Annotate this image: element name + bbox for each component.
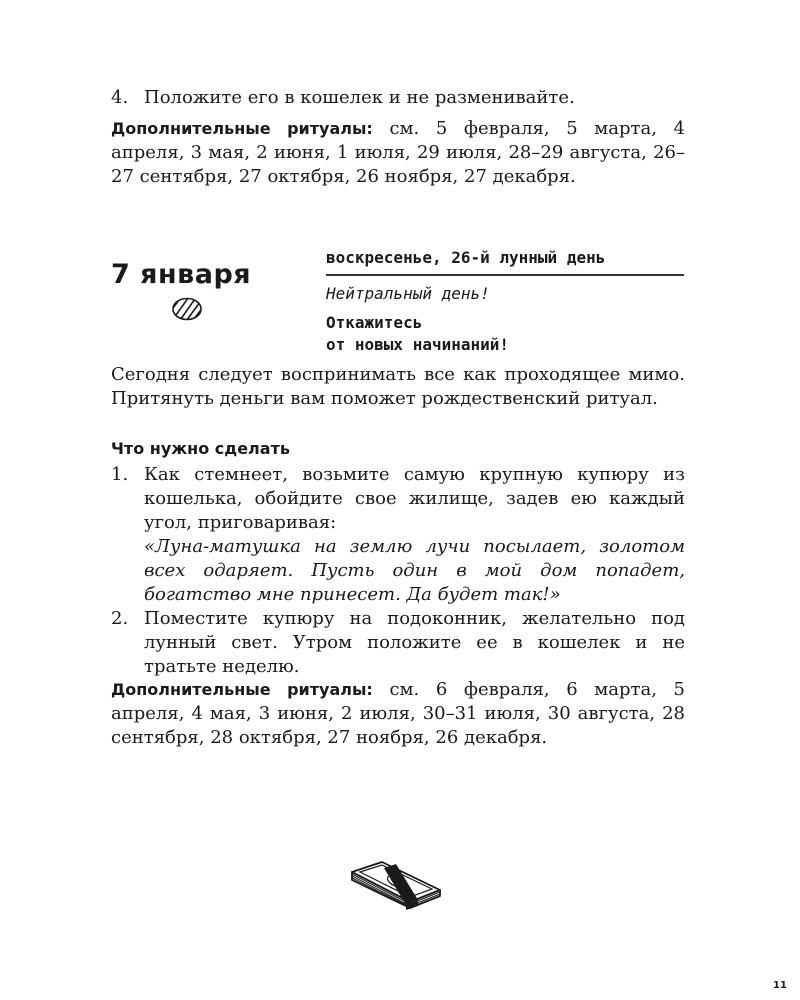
money-bundle-icon	[348, 858, 444, 910]
advice-line-2: от новых начинаний!	[326, 335, 510, 354]
list-item	[111, 607, 685, 679]
day-advice	[326, 312, 684, 356]
list-item	[111, 463, 685, 607]
extra-rituals-label: Дополнительные ритуалы:	[111, 119, 373, 138]
extra-rituals-paragraph	[111, 678, 685, 750]
weekday-lunar-day: воскресенье, 26-й лунный день	[326, 246, 684, 276]
extra-rituals-text: см. 5 февраля, 5 марта, 4 апреля, 3 мая, 2 июня, 1 июля, 29 июля, 28–29 августа, 26–27 сентября, 27 октября, 26 ноября, 27 декабря.	[111, 118, 685, 187]
ritual-steps	[111, 463, 685, 679]
list-item-text: Поместите купюру на подоконник, желательно под лунный свет. Утром положите ее в кошелек и не тратьте неделю.	[144, 608, 685, 677]
todo-heading: Что нужно сделать	[111, 439, 290, 458]
intro-paragraph: Сегодня следует воспринимать все как проходящее мимо. Притянуть деньги вам поможет рождественский ритуал.	[111, 364, 685, 409]
extra-rituals-paragraph	[111, 117, 685, 189]
extra-rituals-text: см. 6 февраля, 6 марта, 5 апреля, 4 мая, 3 июня, 2 июля, 30–31 июля, 30 августа, 28 сентября, 28 октября, 27 ноября, 26 декабря.	[111, 679, 685, 748]
day-info-box	[326, 246, 684, 356]
extra-rituals-label: Дополнительные ритуалы:	[111, 680, 373, 699]
list-item-text: Положите его в кошелек и не разменивайте.	[144, 87, 575, 108]
incantation-quote: «Луна-матушка на землю лучи посылает, золотом всех одаряет. Пусть один в мой дом попадет, богатство мне принесет. Да будет так!»	[144, 536, 685, 605]
advice-line-1: Откажитесь	[326, 313, 423, 332]
list-item-number: 2.	[111, 608, 129, 629]
list-item-number: 1.	[111, 464, 129, 485]
list-item	[111, 86, 685, 110]
day-type: Нейтральный день!	[326, 284, 490, 303]
list-item-number: 4.	[111, 87, 129, 108]
prev-ritual-list	[111, 86, 685, 110]
day-date-heading: 7 января	[111, 259, 252, 290]
list-item-text: Как стемнеет, возьмите самую крупную купюру из кошелька, обойдите свое жилище, задев ею каждый угол, приговаривая:	[144, 464, 685, 533]
waning-moon-icon	[171, 296, 203, 322]
page-number: 11	[773, 980, 787, 991]
